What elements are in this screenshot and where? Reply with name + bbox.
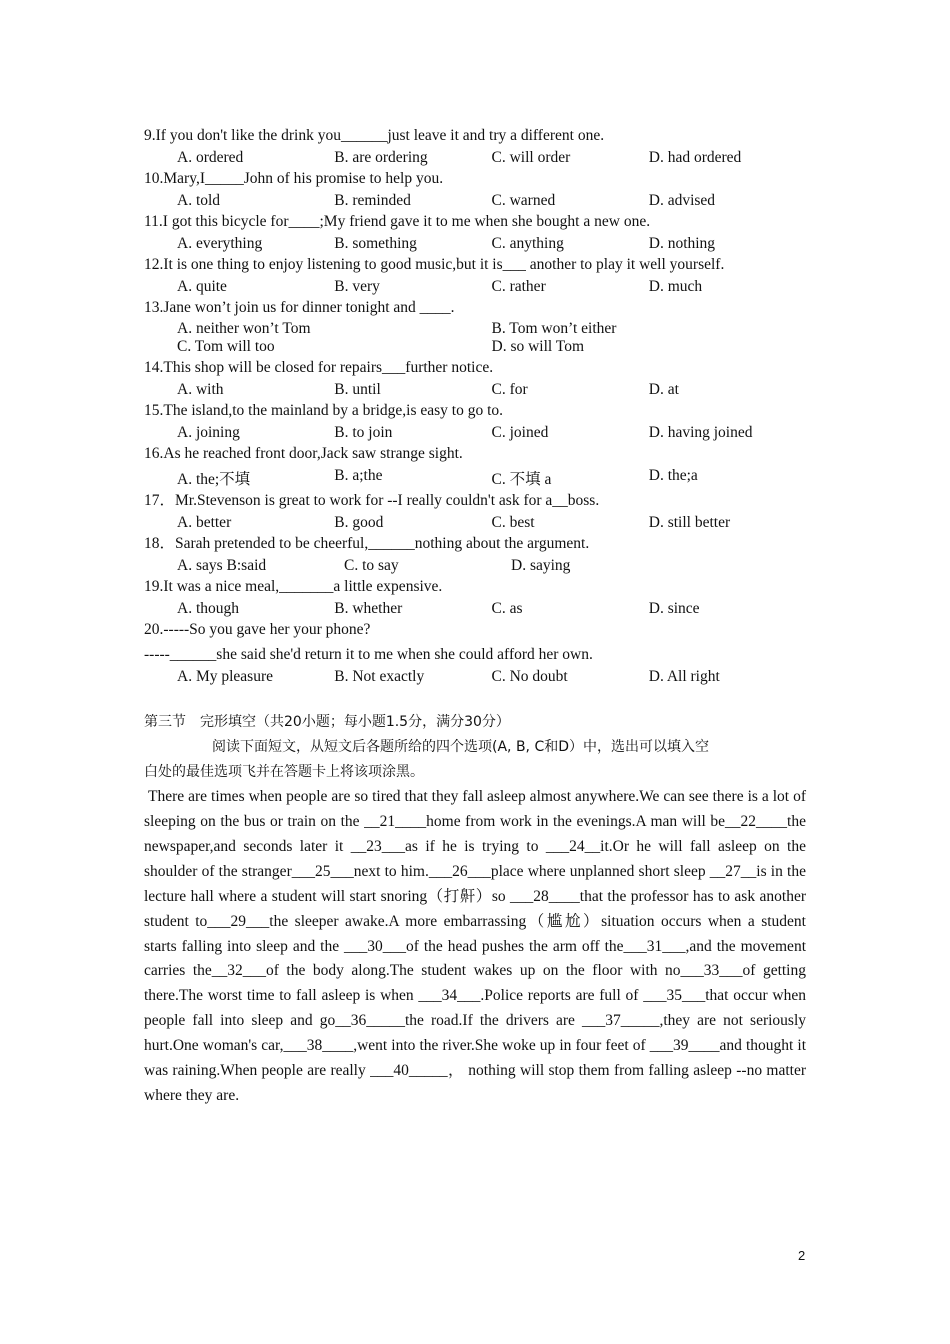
question-10-options (144, 192, 806, 210)
question-9-stem: 9.If you don't like the drink you______just leave it and try a different one. (144, 127, 605, 144)
question-16-options (144, 467, 806, 489)
option-c: C. 不填 a (491, 471, 552, 489)
question-15-options (144, 424, 806, 442)
passage-text: There are times when people are so tired that they fall asleep almost anywhere.We can see there is a lot of sleeping on the bus or train on the __21____home from work in the evenings.A man will be__22____the newspaper,and seconds later it __23___as if he is trying to ___24__it.Or he will fall asleep on the shoulder of the stranger___25___next to him.___26___place where unplanned short sleep __27__is in the lecture hall where a student will start snoring（打鼾）so ___28____that the professor has to ask another student to___29___the sleeper awake.A more embarrassing（尴尬）situation occurs when a student starts falling into sleep and the ___30___of the head pushes the arm off the___31___,and the movement carries the__32___of the body along.The student wakes up on the floor with no___33___of getting there.The worst time to fall asleep is when ___34___.Police reports are full of ___35___that occur when people fall into sleep and go__36_____the road.If the drivers are ___37_____,they are not seriously hurt.One woman's car,___38____,went into the river.She woke up in four feet of ___39____and thought it was raining.When people are really ___40_____， nothing will stop them from falling asleep --no matter where they are. (144, 788, 806, 1105)
option-c: C. anything (491, 234, 564, 252)
option-a: A. with (177, 381, 224, 399)
page-number: 2 (798, 1248, 806, 1263)
option-c: C. as (491, 599, 523, 617)
option-a: A. though (177, 599, 239, 617)
option-c: C. Tom will too (177, 338, 275, 356)
option-d: D. much (648, 277, 703, 295)
question-19-options (144, 600, 806, 618)
section-title: 第三节 完形填空（共20小题；每小题1.5分，满分30分） (144, 714, 510, 731)
option-b: B. a;the (334, 467, 383, 485)
option-d: D. had ordered (648, 148, 742, 166)
option-d: D. saying (511, 556, 571, 574)
option-c: C. warned (491, 191, 556, 209)
question-13-options-row2 (144, 338, 806, 356)
option-b: B. Tom won’t either (491, 320, 617, 338)
option-c: C. to say (344, 556, 399, 574)
section-instruction: 阅读下面短文，从短文后各题所给的四个选项(A, B, C和D）中，选出可以填入空 (212, 739, 709, 756)
question-18-stem: 18．Sarah pretended to be cheerful,______nothing about the argument. (144, 535, 590, 553)
option-c: C. best (491, 514, 535, 532)
option-a: A. the;不填 (177, 471, 251, 489)
option-a: A. My pleasure (177, 667, 273, 685)
option-c: C. will order (491, 148, 571, 166)
question-19-stem: 19.It was a nice meal,_______a little expensive. (144, 577, 443, 595)
option-d: D. since (648, 599, 700, 617)
question-10-stem: 10.Mary,I_____John of his promise to help you. (144, 169, 444, 187)
question-17-stem: 17．Mr.Stevenson is great to work for --I really couldn't ask for a__boss. (144, 492, 600, 510)
question-20-options (144, 668, 806, 686)
section-instruction-cont: 白处的最佳选项飞并在答题卡上将该项涂黑。 (144, 764, 424, 781)
option-d: D. All right (648, 667, 720, 685)
option-d: D. so will Tom (491, 338, 585, 356)
option-a: A. better (177, 514, 232, 532)
option-b: B. good (334, 514, 384, 532)
question-9-options (144, 149, 806, 167)
option-b: B. are ordering (334, 148, 428, 166)
option-d: D. at (648, 381, 679, 399)
option-a: A. ordered (177, 148, 244, 166)
question-16-stem: 16.As he reached front door,Jack saw strange sight. (144, 445, 463, 463)
option-b: B. Not exactly (334, 667, 425, 685)
option-a: A. quite (177, 277, 227, 295)
question-13-stem: 13.Jane won’t join us for dinner tonight and ____. (144, 298, 455, 316)
option-b: B. reminded (334, 191, 411, 209)
question-14-stem: 14.This shop will be closed for repairs___further notice. (144, 359, 494, 377)
option-d: D. having joined (648, 424, 753, 442)
question-12-stem: 12.It is one thing to enjoy listening to good music,but it is___ another to play it well yourself. (144, 255, 725, 273)
option-b: B. something (334, 234, 417, 252)
question-20-stem-reply: -----______she said she'd return it to me when she could afford her own. (144, 645, 593, 663)
exam-page (144, 124, 806, 1109)
option-c: C. for (491, 381, 528, 399)
question-11-stem: 11.I got this bicycle for____;My friend gave it to me when she bought a new one. (144, 212, 651, 230)
option-d: D. nothing (648, 234, 716, 252)
option-b: B. whether (334, 599, 403, 617)
question-11-options (144, 235, 806, 253)
cloze-passage (144, 785, 806, 1109)
option-a: A. everything (177, 234, 263, 252)
option-c: C. rather (491, 277, 546, 295)
option-d: D. the;a (648, 467, 698, 485)
option-c: C. No doubt (491, 667, 568, 685)
question-13-options-row1 (144, 320, 806, 338)
option-d: D. advised (648, 191, 716, 209)
question-12-options (144, 278, 806, 296)
question-15-stem: 15.The island,to the mainland by a bridge,is easy to go to. (144, 402, 504, 420)
question-18-options (144, 557, 806, 575)
option-a: A. neither won’t Tom (177, 320, 311, 338)
option-a-b: A. says B:said (177, 556, 267, 574)
question-20-stem: 20.-----So you gave her your phone? (144, 620, 371, 638)
option-b: B. to join (334, 424, 393, 442)
option-a: A. told (177, 191, 221, 209)
option-d: D. still better (648, 514, 731, 532)
option-c: C. joined (491, 424, 549, 442)
question-14-options (144, 381, 806, 399)
question-17-options (144, 514, 806, 532)
option-b: B. very (334, 277, 380, 295)
option-b: B. until (334, 381, 381, 399)
option-a: A. joining (177, 424, 240, 442)
